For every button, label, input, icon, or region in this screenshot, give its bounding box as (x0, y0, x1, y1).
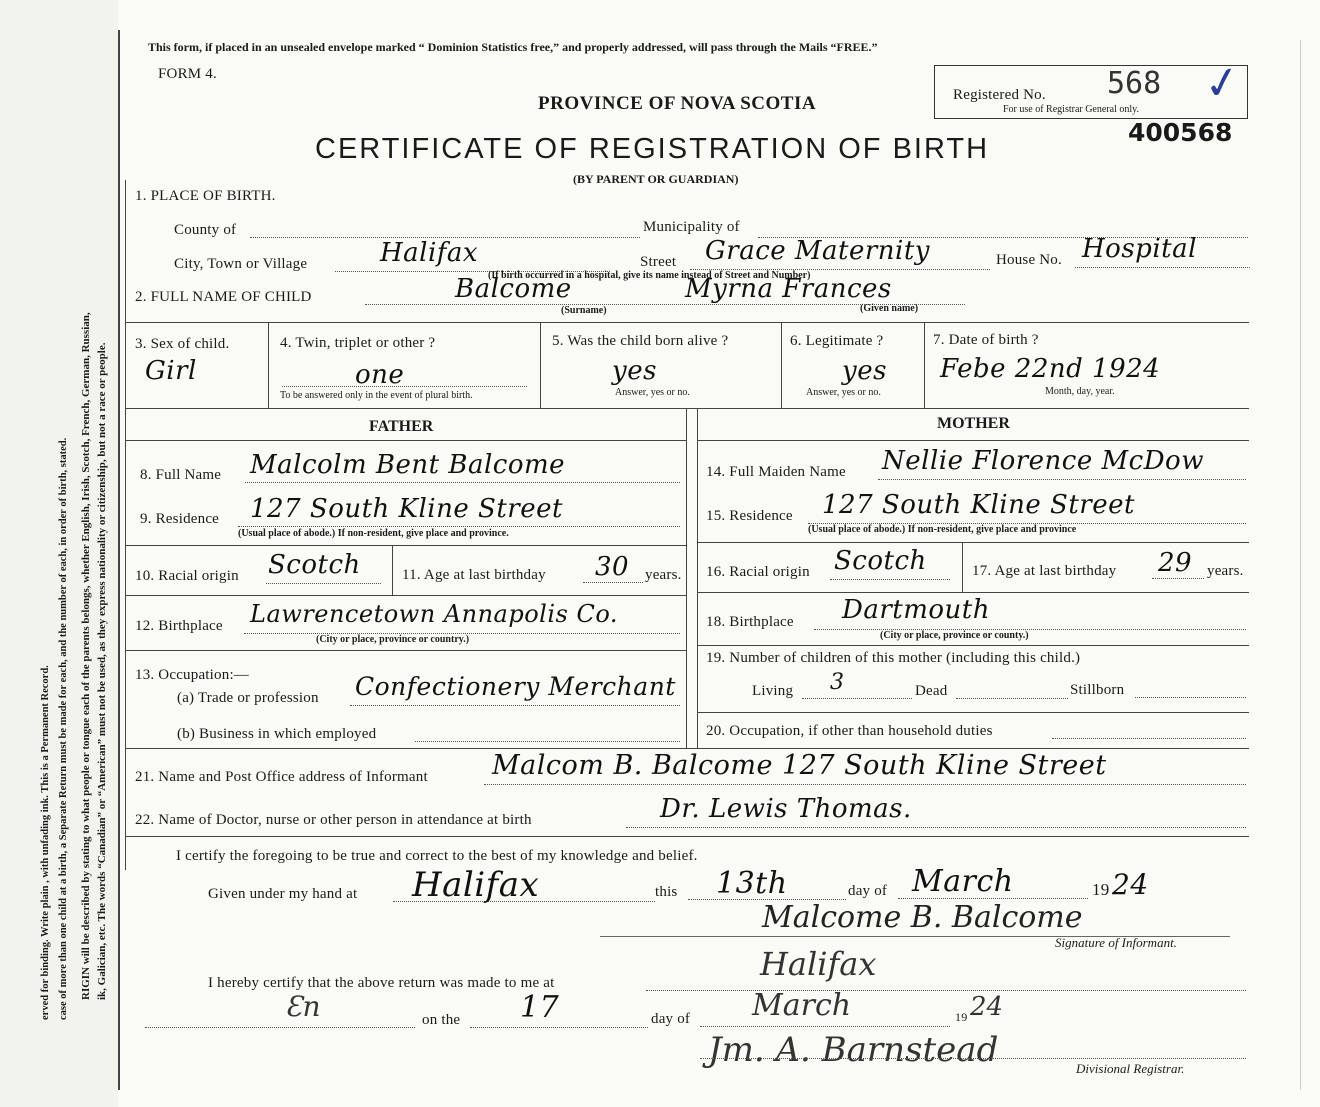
registrar-signature-caption: Divisional Registrar. (1076, 1061, 1185, 1076)
registrar-place: Halifax (760, 945, 877, 983)
twin-note: To be answered only in the event of plural birth. (280, 390, 473, 401)
dob-value: Febe 22nd 1924 (940, 354, 1161, 384)
margin-line-2: case of more than one child at a birth, a Separate Return must be made for each, and the number of each, in order of birth, stated. (58, 437, 69, 1020)
left-border (118, 30, 120, 1090)
father-heading: FATHER (369, 418, 434, 435)
mother-residence: 127 South Kline Street (822, 490, 1135, 520)
sex-value: Girl (145, 356, 197, 386)
registrar-statement: I hereby certify that the above return was made to me at (208, 975, 555, 991)
mail-notice: This form, if placed in an unsealed envelope marked “ Dominion Statistics free,” and properly addressed, will pass through the Mails “FREE.” (148, 40, 878, 54)
mother-occupation-label: 20. Occupation, if other than household duties (706, 723, 993, 739)
dob-note: Month, day, year. (1045, 386, 1115, 397)
mother-birthplace-note: (City or place, province or county.) (880, 630, 1029, 641)
registered-label: Registered No. (953, 87, 1046, 103)
business-label: (b) Business in which employed (177, 726, 377, 742)
mother-residence-note: (Usual place of abode.) If non-resident, give place and province (808, 524, 1077, 535)
mother-age-label: 17. Age at last birthday (972, 563, 1117, 579)
trade-label: (a) Trade or profession (177, 690, 319, 706)
informant-signature: Malcome B. Balcome (762, 900, 1083, 935)
father-name-label: 8. Full Name (140, 467, 222, 483)
mother-residence-label: 15. Residence (706, 508, 793, 524)
living-label: Living (752, 683, 794, 699)
registrar-note: For use of Registrar General only. (1003, 104, 1139, 115)
registrar-initial-mark: Ɛn (285, 990, 321, 1023)
cert-day-of-label: day of (848, 883, 888, 899)
street-label: Street (640, 254, 677, 270)
legitimate-label: 6. Legitimate ? (790, 333, 884, 349)
father-residence-label: 9. Residence (140, 511, 220, 527)
mother-racial-origin: Scotch (834, 546, 927, 576)
mother-name: Nellie Florence McDow (882, 446, 1204, 476)
cert-year-prefix: 19 (1092, 880, 1110, 899)
living-value: 3 (830, 670, 845, 695)
father-racial-origin: Scotch (268, 550, 361, 580)
mother-age: 29 (1158, 548, 1193, 578)
city-value: Halifax (380, 238, 479, 268)
mother-racial-label: 16. Racial origin (706, 564, 810, 580)
occupation-label: 13. Occupation:— (135, 667, 250, 683)
mother-heading: MOTHER (937, 415, 1010, 432)
father-racial-label: 10. Racial origin (135, 568, 239, 584)
certify-statement: I certify the foregoing to be true and correct to the best of my knowledge and belief. (176, 848, 698, 864)
house-label: House No. (996, 252, 1062, 268)
alive-note: Answer, yes or no. (615, 387, 690, 398)
margin-line-1: erved for binding. Write plain , with unfading ink. This is a Permanent Record. (40, 665, 51, 1020)
registrar-month: March (752, 988, 852, 1023)
cert-day: 13th (716, 866, 788, 901)
cert-month: March (912, 864, 1014, 899)
hospital-note: (If birth occurred in a hospital, give its name instead of Street and Number) (488, 270, 811, 281)
registrar-signature: Jm. A. Barnstead (708, 1030, 999, 1070)
trade-value: Confectionery Merchant (355, 672, 676, 701)
surname-caption: (Surname) (561, 305, 607, 316)
alive-label: 5. Was the child born alive ? (552, 333, 729, 349)
informant-label: 21. Name and Post Office address of Informant (135, 769, 428, 785)
registrar-day-of-label: day of (651, 1011, 691, 1027)
father-age: 30 (595, 552, 630, 582)
page-title: CERTIFICATE OF REGISTRATION OF BIRTH (315, 133, 990, 165)
father-birthplace-note: (City or place, province or country.) (316, 634, 470, 645)
inner-left-border (125, 180, 126, 870)
province-heading: PROVINCE OF NOVA SCOTIA (538, 93, 817, 114)
city-label: City, Town or Village (174, 256, 308, 272)
dob-label: 7. Date of birth ? (933, 332, 1039, 348)
father-name: Malcolm Bent Balcome (250, 450, 566, 480)
child-surname: Balcome (455, 274, 572, 304)
dead-label: Dead (915, 683, 948, 699)
stillborn-label: Stillborn (1070, 682, 1125, 698)
father-age-label: 11. Age at last birthday (402, 567, 546, 583)
registrar-year: 24 (970, 992, 1004, 1022)
attendant-label: 22. Name of Doctor, nurse or other person in attendance at birth (135, 812, 532, 828)
county-label: County of (174, 222, 237, 238)
this-label: this (655, 884, 678, 900)
given-place: Halifax (412, 865, 540, 905)
registrar-year-prefix: 19 (955, 1010, 968, 1024)
child-name-label: 2. FULL NAME OF CHILD (135, 289, 312, 305)
place-of-birth-label: 1. PLACE OF BIRTH. (135, 188, 276, 204)
on-the-label: on the (422, 1012, 461, 1028)
registered-number: 568 (1107, 66, 1162, 101)
given-label: Given under my hand at (208, 886, 358, 902)
legitimate-note: Answer, yes or no. (806, 387, 881, 398)
children-count-label: 19. Number of children of this mother (including this child.) (706, 650, 1081, 666)
margin-line-3: RIGIN will be described by stating to what people or tongue each of the parents belongs, whether English, Irish, Scotch, French, German, Russian, (80, 312, 92, 1000)
father-residence-note: (Usual place of abode.) If non-resident, give place and province. (238, 528, 509, 539)
child-given-name: Myrna Frances (685, 274, 892, 304)
father-birthplace-label: 12. Birthplace (135, 618, 223, 634)
twin-value: one (355, 360, 405, 390)
stamp-number: 400568 (1128, 118, 1233, 147)
checkmark-icon: ✓ (1199, 55, 1246, 112)
informant-signature-caption: Signature of Informant. (1055, 935, 1177, 950)
sex-label: 3. Sex of child. (135, 336, 230, 352)
street-value: Grace Maternity (705, 236, 930, 266)
mother-age-unit: years. (1207, 563, 1244, 579)
municipality-label: Municipality of (643, 219, 740, 235)
right-edge (1300, 40, 1301, 1090)
mother-birthplace-label: 18. Birthplace (706, 614, 794, 630)
father-birthplace: Lawrencetown Annapolis Co. (250, 600, 618, 628)
cert-year: 24 (1112, 868, 1149, 901)
alive-value: yes (612, 356, 657, 386)
registrar-day: 17 (520, 990, 560, 1025)
father-residence: 127 South Kline Street (250, 494, 563, 524)
given-caption: (Given name) (860, 303, 919, 314)
legitimate-value: yes (842, 356, 887, 386)
attendant-value: Dr. Lewis Thomas. (660, 794, 912, 824)
twin-label: 4. Twin, triplet or other ? (280, 335, 436, 351)
subtitle: (BY PARENT OR GUARDIAN) (573, 172, 739, 186)
margin-line-4: ik, Galician, etc. The words “Canadian” or “American” must not be used, as they express nationality or citizenship, but not a race or people. (96, 342, 108, 1000)
mother-birthplace: Dartmouth (842, 595, 990, 625)
house-value: Hospital (1082, 234, 1197, 264)
father-age-unit: years. (645, 567, 682, 583)
mother-name-label: 14. Full Maiden Name (706, 464, 846, 480)
form-number: FORM 4. (158, 66, 217, 82)
informant-value: Malcom B. Balcome 127 South Kline Street (492, 750, 1107, 781)
